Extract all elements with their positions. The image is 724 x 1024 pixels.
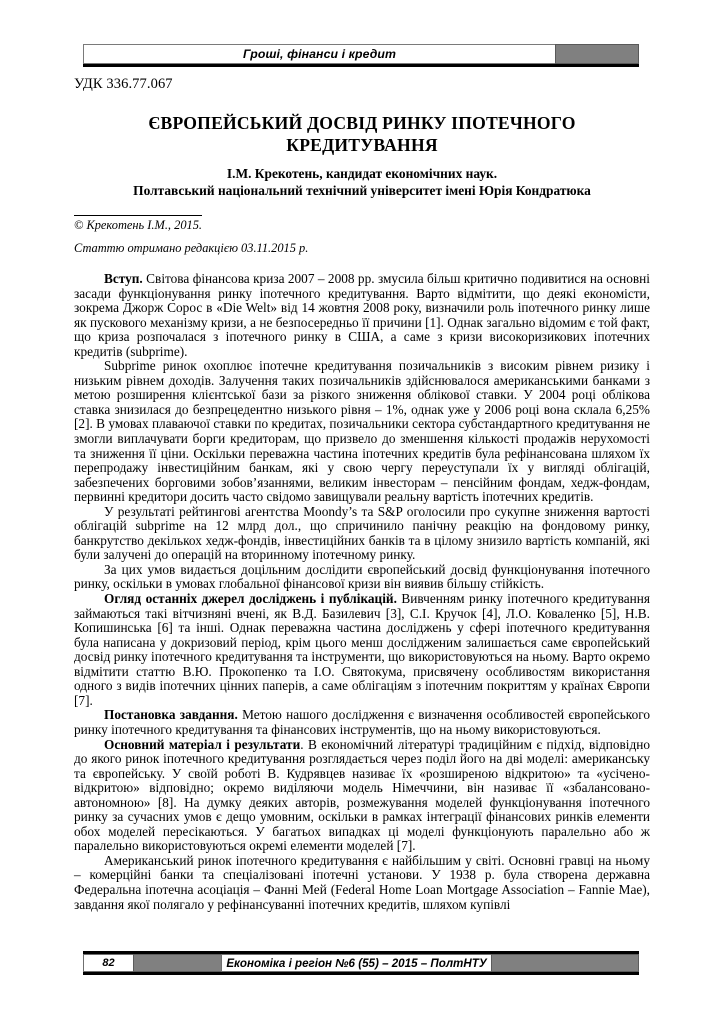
body-paragraph <box>74 708 650 737</box>
body-paragraph <box>74 272 650 359</box>
body-paragraph <box>74 738 650 854</box>
running-header-title: Гроші, фінанси і кредит <box>83 44 555 64</box>
copyright-notice: © Крекотень І.М., 2015. <box>74 218 203 232</box>
paragraph-lead-in: Вступ. <box>104 271 143 286</box>
paragraph-text: За цих умов видається доцільним дослідити європейський досвід функціонування іпотечного ринку, оскільки в умовах глобальної фінансової кризи він виявив більшу стійкість. <box>74 561 650 592</box>
paragraph-text: Subprime ринок охоплює іпотечне кредитування позичальників з високим рівнем ризику і низьким рівнем доходів. Залучення таких позичальників здійснювалося американськими банками з метою розширення клієнтської бази за різкого зниження облікової ставки. У 2004 році облікова ставка знизилася до безпрецедентно низького рівня – 1%, однак уже у 2006 році вона склала 6,25% [2]. В умовах плаваючої ставки по кредитах, позичальники сектора субстандартного кредитування не змогли виплачувати борги кредиторам, що призвело до зменшення кількості продажів нерухомості та зниження її ціни. Оскільки переважна частина іпотечних кредитів була рефінансована шляхом їх перепродажу інвестиційним банкам, які у свою чергу переуступали їх у вигляді облігацій, забезпечених борговими зобов’язаннями, великим інвесторам – пенсійним фондам, хедж-фондам, первинні кредитори досить часто свідомо завищували реальну вартість іпотечних кредитів. <box>74 358 650 505</box>
udc-code: УДК 336.77.067 <box>74 76 173 92</box>
paragraph-text: . В економічний літературі традиційним є підхід, відповідно до якого ринок іпотечного кредитування розглядається через поділ його на дві моделі: американську та європейську. У своїй роботі В. Кудрявцев називає їх «розширеною відкритою» та «усічено-відкритою» відповідно; окремо виділяючи модель Німеччини, він називає її «збалансовано-автономною» [8]. На думку деяких авторів, розмежування моделей функціонування іпотечного ринку за сучасних умов є дещо умовним, оскільки в рамках інтеграції фінансових ринків елементи обох моделей пересікаються. У багатьох випадках ці моделі функціонують паралельно або ж паралельно використовуються окремі елементи моделей [7]. <box>74 736 650 854</box>
body-paragraph <box>74 563 650 592</box>
article-body <box>74 272 650 912</box>
author-affiliation: Полтавський національний технічний університет імені Юрія Кондратюка <box>133 183 591 198</box>
author-block <box>62 165 662 199</box>
page-footer <box>83 951 639 975</box>
page-title: ЄВРОПЕЙСЬКИЙ ДОСВІД РИНКУ ІПОТЕЧНОГО КРЕДИТУВАННЯ <box>148 113 576 155</box>
author-name: І.М. Крекотень, кандидат економічних наук. <box>226 166 498 181</box>
body-paragraph <box>74 505 650 563</box>
copyright-rule <box>74 215 202 216</box>
paragraph-lead-in: Постановка завдання. <box>104 707 238 723</box>
running-header-gray-block <box>555 44 639 64</box>
body-paragraph <box>74 592 650 708</box>
footer-journal-title: Економіка і регіон №6 (55) – 2015 – ПолтНТУ <box>221 954 491 972</box>
running-header <box>83 44 639 67</box>
received-date: Статтю отримано редакцією 03.11.2015 р. <box>74 241 309 255</box>
paragraph-lead-in: Огляд останніх джерел досліджень і публікацій. <box>104 591 397 607</box>
paragraph-lead-in: Основний матеріал і результати <box>104 736 301 752</box>
body-paragraph <box>74 359 650 504</box>
footer-gray-block-left <box>133 954 221 972</box>
footer-page-number: 82 <box>83 954 133 972</box>
paragraph-text: Метою нашого дослідження є визначення особливостей європейського ринку іпотечного кредитування та фінансових інструментів, що на ньому використовуються. <box>74 707 650 737</box>
paragraph-text: У результаті рейтингові агентства Moondy’s та S&P оголосили про сукупне зниження вартості облігацій subprime на 12 млрд дол., що спричинило панічну реакцію на фондовому ринку, банкрутство декількох хедж-фондів, інвестиційних банків та в цілому знизило вартість компаній, які були залучені до операцій на вторинному іпотечному ринку. <box>74 503 650 563</box>
paragraph-text: Світова фінансова криза 2007 – 2008 рр. змусила більш критично подивитися на основні засади функціонування ринку іпотечного кредитування. Варто відмітити, що деякі економісти, зокрема Джорж Сорос в «Die Welt» від 14 жовтня 2008 року, визначили роль іпотечного ринку лише як пускового механізму кризи, а не безпосередньо її причини [1]. Однак загально відомим є той факт, що криза розпочалася з іпотечного ринку в США, а саме з кризи високоризикових іпотечних кредитів (subprime). <box>74 271 650 359</box>
footer-gray-block-right <box>491 954 639 972</box>
paragraph-text: Американський ринок іпотечного кредитування є найбільшим у світі. Основні гравці на ньому – комерційні банки та спеціалізовані іпотечні установи. У 1938 р. була створена державна Федеральна іпотечна асоціація – Фанні Мей (Federal Home Loan Mortgage Association – Fannie Mae), завдання якої полягало у рефінансуванні іпотечних кредитів, шляхом купівлі <box>74 852 650 912</box>
paragraph-text: Вивченням ринку іпотечного кредитування займаються такі вітчизняні вчені, як В.Д. Базилевич [3], С.І. Кручок [4], Л.О. Коваленко [5], Н.В. Копишинська [6] та інші. Однак переважна частина досліджень у сфері іпотечного кредитування була написана у докризовий період, крім цього менш дослідженим залишається саме європейський досвід ринку іпотечного кредитування та інструменти, що використовуються на ньому. Варто окремо відмітити статтю В.Ю. Прокопенко та І.О. Святокума, присвячену особливостям використання одного з видів іпотечних цінних паперів, а саме облігаціям з іпотечним покриттям у країнах Європи [7]. <box>74 591 650 708</box>
body-paragraph <box>74 854 650 912</box>
